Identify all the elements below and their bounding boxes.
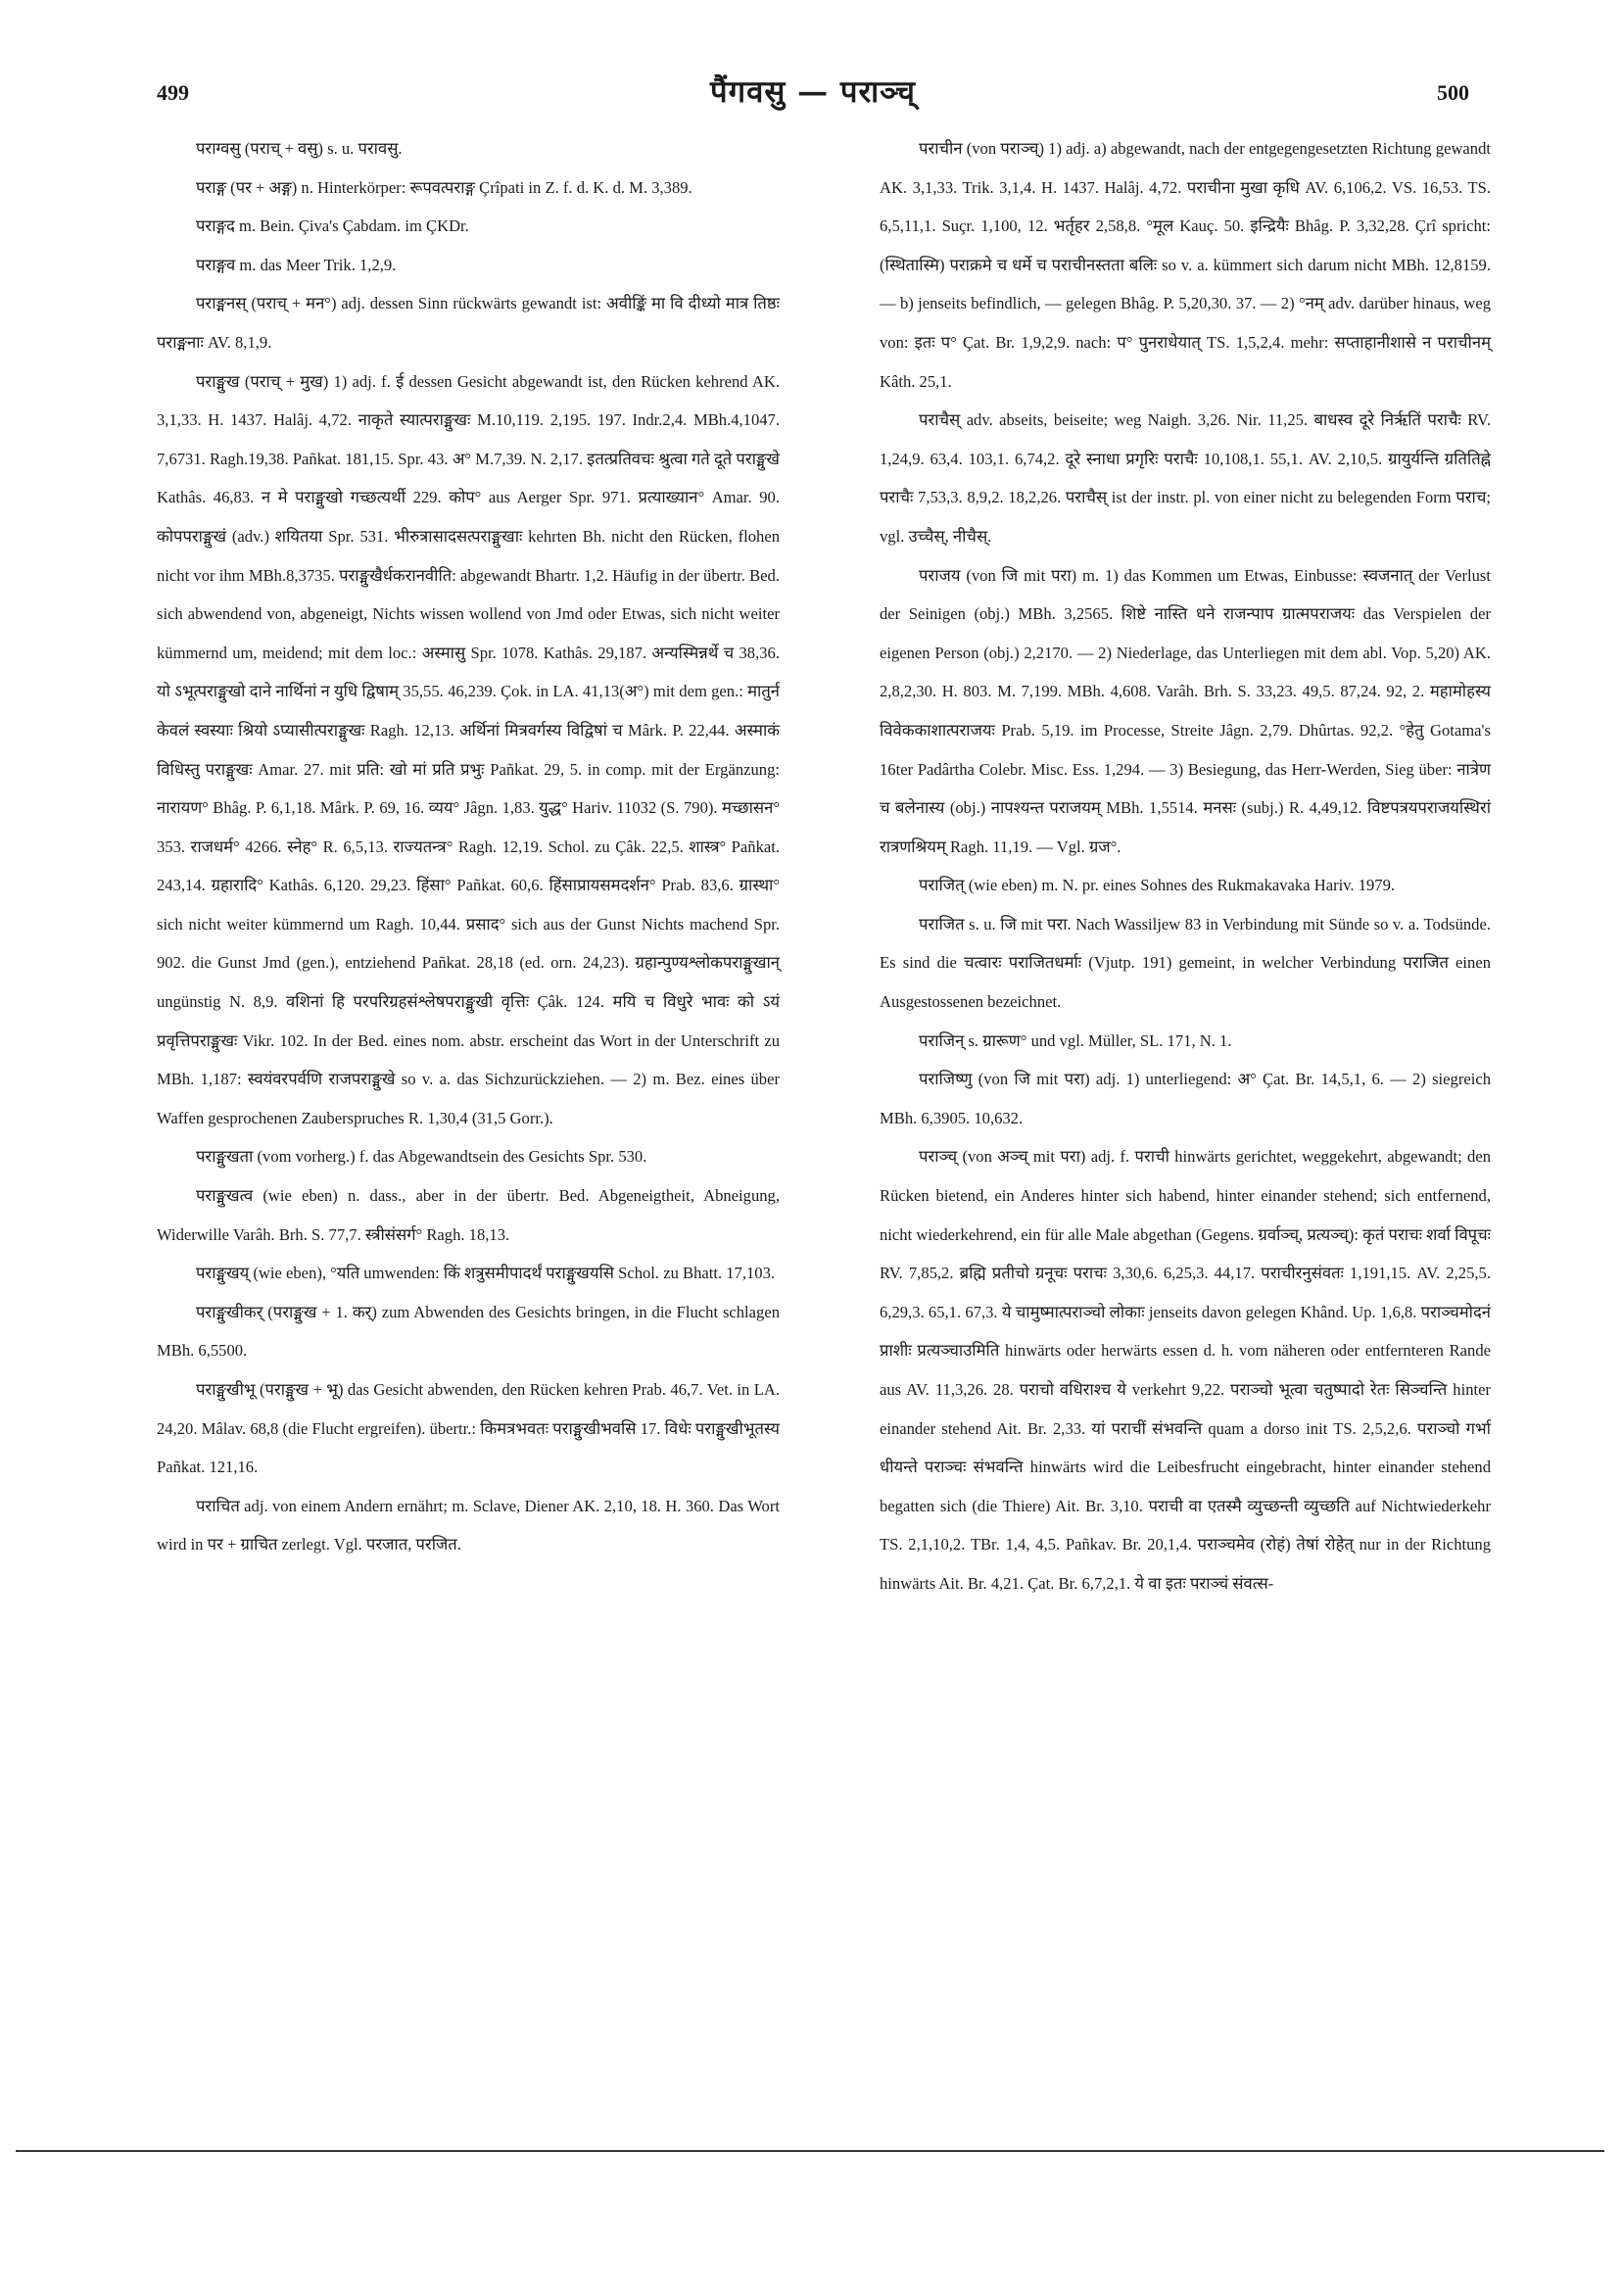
left-page-number: 499 <box>157 80 189 105</box>
dictionary-entry: पराङ्गव m. das Meer Trik. 1,2,9. <box>196 255 397 274</box>
footer-rule <box>16 2150 1604 2152</box>
right-column <box>880 129 1491 1603</box>
dictionary-entry: पराङ्मुखीकर् (पराङ्मुख + 1. कर्) zum Abwenden des Gesichts bringen, in die Flucht schlagen MBh. 6,5500. <box>157 1302 780 1361</box>
dictionary-entry: पराङ्मुखय् (wie eben), °यति umwenden: किं शत्रुसमीपादर्थं पराङ्मुखयसि Schol. zu Bhatt. 17,103. <box>196 1264 776 1283</box>
dictionary-entry: पराग्वसु (पराच् + वसु) s. u. परावसु. <box>196 139 403 158</box>
dictionary-entry: पराचित adj. von einem Andern ernährt; m. Sclave, Diener AK. 2,10, 18. H. 360. Das Wort wird in पर + ग्राचित zerlegt. Vgl. परजात, परजित. <box>157 1496 780 1555</box>
dictionary-entry: पराङ्मुखत्व (wie eben) n. dass., aber in der übertr. Bed. Abgeneigtheit, Abneigung, Widerwille Varâh. Brh. S. 77,7. स्त्रीसंसर्ग° Ragh. 18,13. <box>157 1186 780 1244</box>
dictionary-entry: पराजित् (wie eben) m. N. pr. eines Sohnes des Rukmakavaka Hariv. 1979. <box>919 876 1396 895</box>
dictionary-entry: पराजय (von जि mit परा) m. 1) das Kommen um Etwas, Einbusse: स्वजनात् der Verlust der Seinigen (obj.) MBh. 3,2565. शिष्टे नास्ति धने राजन्पाप ग्रात्मपराजयः das Verspielen der eigenen Person (obj.) 2,2170. — 2) Niederlage, das Unterliegen mit dem abl. Vop. 5,20) AK. 2,8,2,30. H. 803. M. 7,199. MBh. 4,608. Varâh. Brh. S. 33,23. 49,5. 87,24. 92, 2. महामोहस्य विवेककाशात्पराजयः Prab. 5,19. im Processe, Streite Jâgn. 2,79. Dhûrtas. 92,2. °हेतु Gotama's 16ter Padârtha Colebr. Misc. Ess. 1,294. — 3) Besiegung, das Herr-Werden, Sieg über: नात्रेण च बलेनास्य (obj.) नापश्यन्त पराजयम् MBh. 1,5514. मनसः (subj.) R. 4,49,12. विष्टपत्रयपराजयस्थिरां रात्रणश्रियम् Ragh. 11,19. — Vgl. ग्रज°. <box>880 565 1491 856</box>
dictionary-entry: पराञ्च् (von अञ्च् mit परा) adj. f. पराची hinwärts gerichtet, weggekehrt, abgewandt; den Rücken bietend, ein Anderes hinter sich habend, hinter einander stehend; sich entfernend, nicht wiederkehrend, ein für alle Male abgethan (Gegens. ग्रर्वाञ्च्, प्रत्यञ्च्): कृतं पराचः शर्वा विपूचः RV. 7,85,2. ब्रह्मि प्रतीचो ग्रनूचः पराचः 3,30,6. 6,25,3. 44,17. पराचीरनुसंवतः 1,191,15. AV. 2,25,5. 6,29,3. 65,1. 67,3. ये चामुष्मात्पराञ्चो लोकाः jenseits davon gelegen Khând. Up. 1,6,8. पराञ्चमोदनं प्राशीः प्रत्यञ्चाउमिति hinwärts oder herwärts essen d. h. vom näheren oder entfernteren Rande aus AV. 11,3,26. 28. पराचो वधिराश्च ये verkehrt 9,22. पराञ्चो भूत्वा चतुष्पादो रेतः सिञ्चन्ति hinter einander stehend Ait. Br. 2,33. यां पराचीं संभवन्ति quam a dorso init TS. 2,5,2,6. पराञ्चो गर्भा धीयन्ते पराञ्चः संभवन्ति hinwärts wird die Leibesfrucht eingebracht, hinter einander stehend begatten sich (die Thiere) Ait. Br. 3,10. पराची वा एतस्मै व्युच्छन्ती व्युच्छति auf Nichtwiederkehr TS. 2,1,10,2. TBr. 1,4, 4,5. Pañkav. Br. 20,1,4. पराञ्चमेव (रोहं) तेषां रोहेत् nur in der Richtung hinwärts Ait. Br. 4,21. Çat. Br. 6,7,2,1. ये वा इतः पराञ्चं संवत्स- <box>880 1147 1491 1593</box>
dictionary-entry: पराङ्मुखता (vom vorherg.) f. das Abgewandtsein des Gesichts Spr. 530. <box>196 1147 647 1167</box>
right-page-number: 500 <box>1437 80 1469 105</box>
dictionary-entry: पराङ्मुख (पराच् + मुख) 1) adj. f. ई dessen Gesicht abgewandt ist, den Rücken kehrend AK. 3,1,33. H. 1437. Halâj. 4,72. नाकृते स्यात्पराङ्मुखः M.10,119. 2,195. 197. Indr.2,4. MBh.4,1047. 7,6731. Ragh.19,38. Pañkat. 181,15. Spr. 43. अ° M.7,39. N. 2,17. इतत्प्रतिवचः श्रुत्वा गते दूते पराङ्मुखे Kathâs. 46,83. न मे पराङ्मुखो गच्छत्यर्थी 229. कोप° aus Aerger Spr. 971. प्रत्याख्यान° Amar. 90. कोपपराङ्मुखं (adv.) शयितया Spr. 531. भीरुत्रासादसत्पराङ्मुखाः kehrten Bh. nicht den Rücken, flohen nicht vor ihm MBh.8,3735. पराङ्मुखैर्धकरानवीति: abgewandt Bhartr. 1,2. Häufig in der übertr. Bed. sich abwendend von, abgeneigt, Nichts wissen wollend von Jmd oder Etwas, sich nicht weiter kümmernd um, meidend; mit dem loc.: अस्मासु Spr. 1078. Kathâs. 29,187. अन्यस्मिन्नर्थे च 38,36. यो ऽभूत्पराङ्मुखो दाने नार्थिनां न युधि द्विषाम् 35,55. 46,239. Çok. in LA. 41,13(अ°) mit dem gen.: मातुर्न केवलं स्वस्याः श्रियो ऽप्यासीत्पराङ्मुखः Ragh. 12,13. अर्थिनां मित्रवर्गस्य विद्विषां च Mârk. P. 22,44. अस्माकं विधिस्तु पराङ्मुखः Amar. 27. mit प्रति: खो मां प्रति प्रभुः Pañkat. 29, 5. in comp. mit der Ergänzung: नारायण° Bhâg. P. 6,1,18. Mârk. P. 69, 16. व्यय° Jâgn. 1,83. युद्ध° Hariv. 11032 (S. 790). मच्छासन° 353. राजधर्म° 4266. स्नेह° R. 6,5,13. राज्यतन्त्र° Ragh. 12,19. Schol. zu Çâk. 22,5. शास्त्र° Pañkat. 243,14. ग्रहारादि° Kathâs. 6,120. 29,23. हिंसा° Pañkat. 60,6. हिंसाप्रायसमदर्शन° Prab. 83,6. ग्रास्था° sich nicht weiter kümmernd um Ragh. 10,44. प्रसाद° sich aus der Gunst Nichts machend Spr. 902. die Gunst Jmd (gen.), entziehend Pañkat. 28,18 (ed. orn. 24,23). ग्रहान्पुण्यश्लोकपराङ्मुखान् ungünstig N. 8,9. वशिनां हि परपरिग्रहसंश्लेषपराङ्मुखी वृत्तिः Çâk. 124. मयि च विधुरे भावः को ऽयं प्रवृत्तिपराङ्मुखः Vikr. 102. In der Bed. eines nom. abstr. erscheint das Wort in der Unterschrift zu MBh. 1,187: स्वयंवरपर्वणि राजपराङ्मुखे so v. a. das Sichzurückziehen. — 2) m. Bez. eines über Waffen gesprochenen Zauberspruches R. 1,30,4 (31,5 Gorr.). <box>157 371 780 1127</box>
dictionary-entry: पराजिन् s. ग्रारूण° und vgl. Müller, SL. 171, N. 1. <box>919 1030 1232 1050</box>
dictionary-entry: पराङ्मनस् (पराच् + मन°) adj. dessen Sinn rückwärts gewandt ist: अवीङ्किं मा वि दीध्यो मात्र तिष्ठः पराङ्मनाः AV. 8,1,9. <box>157 294 780 352</box>
dictionary-entry: पराङ्गद m. Bein. Çiva's Çabdam. im ÇKDr. <box>196 216 469 236</box>
dictionary-entry: पराङ्मुखीभू (पराङ्मुख + भू) das Gesicht abwenden, den Rücken kehren Prab. 46,7. Vet. in LA. 24,20. Mâlav. 68,8 (die Flucht ergreifen). übertr.: किमत्रभवतः पराङ्मुखीभवसि 17. विधेः पराङ्मुखीभूतस्य Pañkat. 121,16. <box>157 1380 780 1477</box>
left-column <box>157 129 780 1564</box>
dictionary-entry: पराजिष्णु (von जि mit परा) adj. 1) unterliegend: अ° Çat. Br. 14,5,1, 6. — 2) siegreich MBh. 6,3905. 10,632. <box>880 1070 1491 1127</box>
running-head: पैंगवसु — पराञ्च् <box>710 74 916 110</box>
page-header <box>157 71 1469 120</box>
dictionary-entry: पराचीन (von पराञ्च्) 1) adj. a) abgewandt, nach der entgegengesetzten Richtung gewandt AK. 3,1,33. Trik. 3,1,4. H. 1437. Halâj. 4,72. पराचीना मुखा कृधि AV. 6,106,2. VS. 16,53. TS. 6,5,11,1. Suçr. 1,100, 12. भर्तृहर 2,58,8. °मूल Kauç. 50. इन्द्रियैः Bhâg. P. 3,32,28. Çrî spricht: (स्थितास्मि) पराक्रमे च धर्मे च पराचीनस्तता बलिः so v. a. kümmert sich darum nicht MBh. 12,8159. — b) jenseits befindlich, — gelegen Bhâg. P. 5,20,30. 37. — 2) °नम् adv. darüber hinaus, weg von: इतः प° Çat. Br. 1,9,2,9. nach: प° पुनराधेयात् TS. 1,5,2,4. mehr: सप्ताहानीशासे न पराचीनम् Kâth. 25,1. <box>880 139 1491 391</box>
dictionary-entry: पराजित s. u. जि mit परा. Nach Wassiljew 83 in Verbindung mit Sünde so v. a. Todsünde. Es sind die चत्वारः पराजितधर्माः (Vjutp. 191) gemeint, in welcher Verbindung पराजित einen Ausgestossenen bezeichnet. <box>880 914 1491 1012</box>
dictionary-entry: पराचैस् adv. abseits, beiseite; weg Naigh. 3,26. Nir. 11,25. बाधस्व दूरे निर्ऋतिं पराचैः RV. 1,24,9. 63,4. 103,1. 6,74,2. दूरे स्नाधा प्रगृरिः पराचैः 10,108,1. 55,1. AV. 2,10,5. ग्रायुर्यन्ति ग्रतितिह्ने पराचैः 7,53,3. 8,9,2. 18,2,26. पराचैस् ist der instr. pl. von einer nicht zu belegenden Form पराच; vgl. उच्चैस्, नीचैस्. <box>880 410 1491 546</box>
dictionary-entry: पराङ्ग (पर + अङ्ग) n. Hinterkörper: रूपवत्पराङ्ग Çrîpati in Z. f. d. K. d. M. 3,389. <box>196 177 692 197</box>
